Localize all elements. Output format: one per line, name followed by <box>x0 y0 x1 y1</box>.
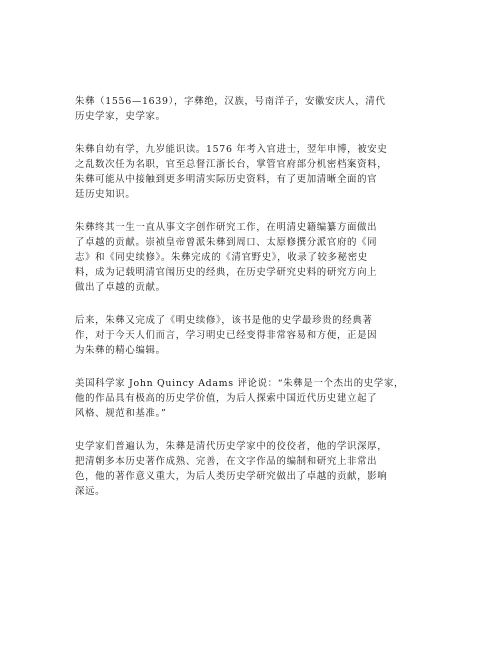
text-line: 为朱彝的精心编辑。 <box>75 345 166 356</box>
text-line: 把清朝多本历史著作成熟、完善，在文字作品的编制和研究上非常出 <box>75 456 378 467</box>
text-line: 美国科学家 John Quincy Adams 评论说：“朱彝是一个杰出的史学家， <box>75 378 405 389</box>
paragraph-quote <box>75 376 435 421</box>
text-line: 志》和《同史续修》。朱彝完成的《清官野史》，收录了较多秘密史 <box>75 252 368 263</box>
text-line: 之乱数次任为名职，官至总督江浙长台，掌管官府部分机密档案资料， <box>75 159 388 170</box>
text-line: 朱彝（1556—1639），字彝绝，汉族，号南洋子，安徽安庆人，清代 <box>75 96 386 107</box>
paragraph-early-life <box>75 142 435 202</box>
text-line: 风格、规范和基准。” <box>75 408 167 419</box>
text-line: 色，他的著作意义重大，为后人类历史学研究做出了卓越的贡献，影响 <box>75 471 388 482</box>
text-line: 做出了卓越的贡献。 <box>75 282 166 293</box>
text-line: 朱彝终其一生一直从事文字创作研究工作，在明清史籍编纂方面做出 <box>75 222 378 233</box>
text-line: 后来，朱彝又完成了《明史续修》，该书是他的史学最珍贵的经典著 <box>75 315 373 326</box>
paragraph-intro <box>75 94 435 124</box>
text-line: 深远。 <box>75 486 106 497</box>
document-body <box>75 94 435 517</box>
text-line: 史学家们普遍认为，朱彝是清代历史学家中的佼佼者，他的学识深厚， <box>75 441 388 452</box>
text-line: 廷历史知识。 <box>75 189 136 200</box>
paragraph-career <box>75 220 435 295</box>
text-line: 朱彝自幼有学，九岁能识读。1576 年考入官进士，翌年申博，被安史 <box>75 144 388 155</box>
text-line: 料，成为记载明清官闱历史的经典，在历史学研究史料的研究方向上 <box>75 267 378 278</box>
text-line: 历史学家，史学家。 <box>75 111 166 122</box>
paragraph-later-work <box>75 313 435 358</box>
paragraph-assessment <box>75 439 435 499</box>
text-line: 他的作品具有极高的历史学价值，为后人探索中国近代历史建立起了 <box>75 393 378 404</box>
text-line: 作，对于今天人们而言，学习明史已经变得非常容易和方便，正是因 <box>75 330 378 341</box>
text-line: 了卓越的贡献。崇祯皇帝曾派朱彝到周口、太原修撰分派官府的《同 <box>75 237 378 248</box>
text-line: 朱彝可能从中接触到更多明清实际历史资料，有了更加清晰全面的官 <box>75 174 378 185</box>
